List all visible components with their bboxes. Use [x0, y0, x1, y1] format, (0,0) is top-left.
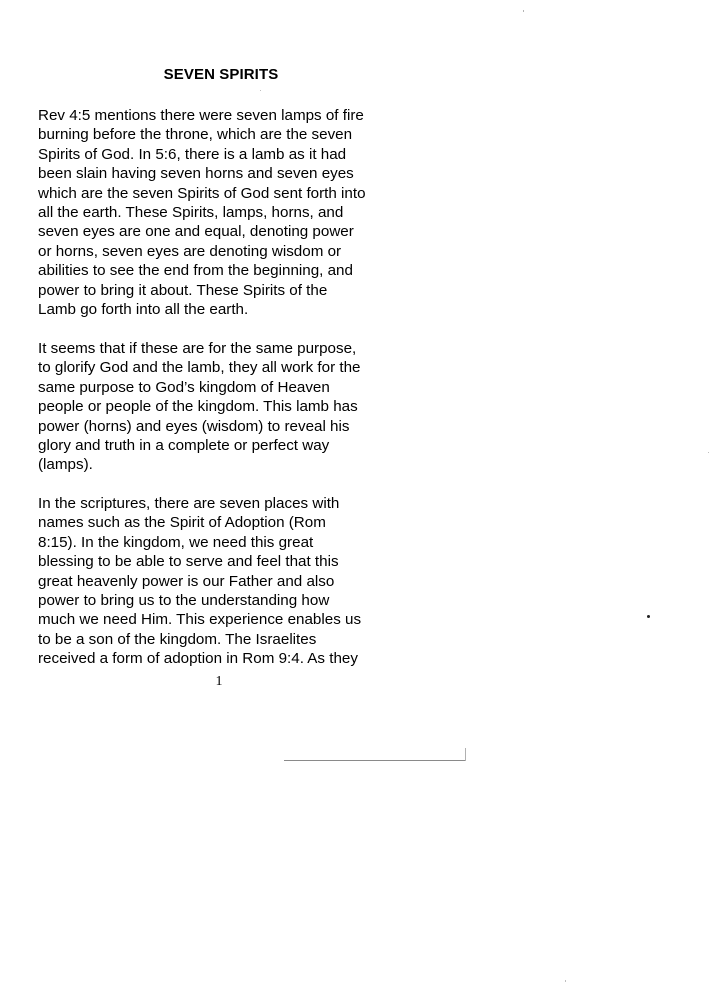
- text-line: to be a son of the kingdom. The Israelites: [38, 630, 317, 648]
- text-line: burning before the throne, which are the seven: [38, 126, 353, 144]
- text-line: It seems that if these are for the same purpose,: [38, 340, 357, 357]
- text-line: Lamb go forth into all the earth.: [38, 301, 249, 319]
- scan-speck: [647, 615, 650, 618]
- text-line: (lamps).: [38, 456, 93, 474]
- paragraph-1: [38, 106, 410, 319]
- page-title: SEVEN SPIRITS: [163, 66, 279, 83]
- text-line: blessing to be able to serve and feel that this: [38, 553, 339, 571]
- text-line: power to bring it about. These Spirits of the: [38, 281, 328, 299]
- text-line: to glorify God and the lamb, they all work for the: [38, 359, 361, 377]
- text-line: same purpose to God’s kingdom of Heaven: [38, 378, 330, 396]
- text-line: much we need Him. This experience enables us: [38, 611, 362, 629]
- text-line: 8:15). In the kingdom, we need this great: [38, 533, 314, 551]
- text-line: great heavenly power is our Father and also: [38, 572, 335, 590]
- paragraph-2: [38, 339, 410, 475]
- paragraph-3: [38, 494, 410, 669]
- scan-artifact-line: [284, 760, 466, 761]
- text-line: or horns, seven eyes are denoting wisdom or: [38, 242, 342, 260]
- scan-artifact-line-end: [465, 748, 466, 761]
- text-line: which are the seven Spirits of God sent forth into: [38, 184, 366, 202]
- text-line: In the scriptures, there are seven places with: [38, 495, 340, 512]
- scan-speck: [260, 90, 261, 91]
- text-line: power to bring us to the understanding how: [38, 592, 330, 610]
- text-line: been slain having seven horns and seven eyes: [38, 165, 354, 183]
- text-line: power (horns) and eyes (wisdom) to reveal his: [38, 417, 350, 435]
- text-line: glory and truth in a complete or perfect way: [38, 437, 330, 455]
- scan-speck: [708, 452, 709, 453]
- page-number: 1: [215, 674, 223, 689]
- text-line: abilities to see the end from the beginning, and: [38, 262, 353, 280]
- text-line: seven eyes are one and equal, denoting power: [38, 223, 354, 241]
- text-line: Rev 4:5 mentions there were seven lamps of fire: [38, 107, 364, 124]
- text-line: names such as the Spirit of Adoption (Rom: [38, 514, 326, 532]
- text-line: Spirits of God. In 5:6, there is a lamb as it had: [38, 145, 347, 163]
- scan-speck: [523, 10, 524, 12]
- text-line: all the earth. These Spirits, lamps, horns, and: [38, 204, 344, 222]
- scan-speck: [565, 980, 566, 982]
- text-line: received a form of adoption in Rom 9:4. As they: [38, 650, 358, 668]
- text-line: people or people of the kingdom. This lamb has: [38, 398, 358, 416]
